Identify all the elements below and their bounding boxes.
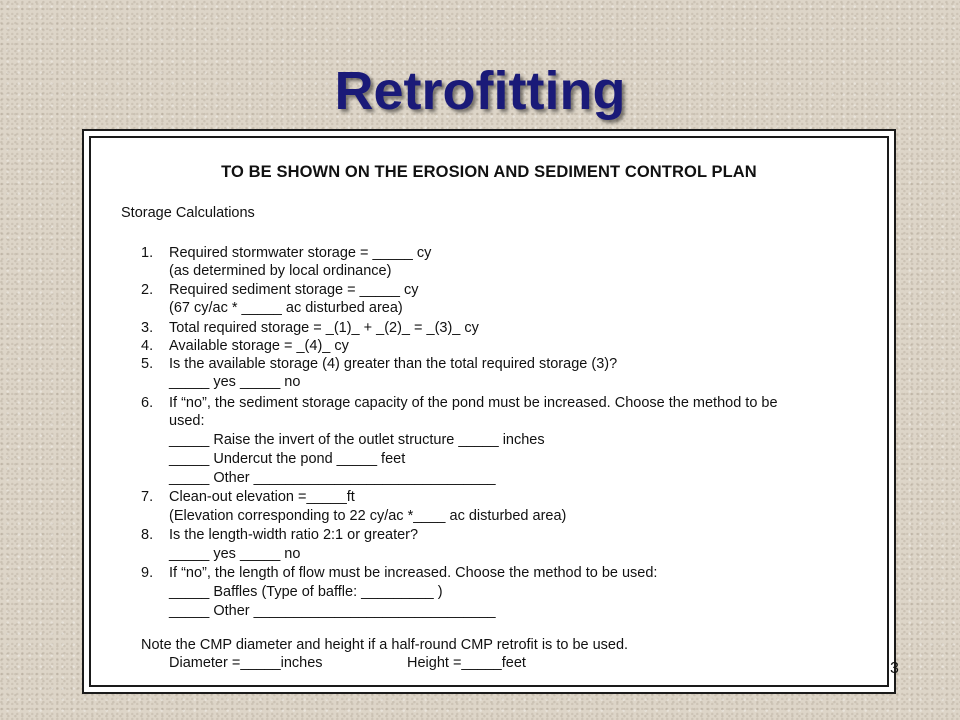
item-line: Required stormwater storage = _____ cy xyxy=(169,245,432,261)
item-number: 4. xyxy=(141,338,154,354)
document-frame xyxy=(82,129,896,694)
document-body xyxy=(91,138,887,685)
slide-number: 3 xyxy=(890,660,899,677)
item-number: 2. xyxy=(141,282,154,298)
diameter-field: Diameter =_____inches xyxy=(169,655,323,671)
item-number: 5. xyxy=(141,356,154,372)
slide-title: Retrofitting xyxy=(334,61,626,121)
item-line: _____ Baffles (Type of baffle: _________ ) xyxy=(169,584,443,600)
item-number: 6. xyxy=(141,395,154,411)
item-line: Is the available storage (4) greater than the total required storage (3)? xyxy=(169,356,618,372)
item-number: 8. xyxy=(141,527,154,543)
item-line: If “no”, the sediment storage capacity of the pond must be increased. Choose the method to be xyxy=(169,395,778,411)
item-line: If “no”, the length of flow must be increased. Choose the method to be used: xyxy=(169,565,658,581)
document-heading: TO BE SHOWN ON THE EROSION AND SEDIMENT CONTROL PLAN xyxy=(221,163,757,181)
cmp-note: Note the CMP diameter and height if a half-round CMP retrofit is to be used. xyxy=(141,637,629,653)
item-line: _____ Other ______________________________ xyxy=(169,470,496,486)
item-line: (67 cy/ac * _____ ac disturbed area) xyxy=(169,300,403,316)
item-number: 7. xyxy=(141,489,154,505)
item-line: (as determined by local ordinance) xyxy=(169,263,392,279)
item-line: _____ Raise the invert of the outlet structure _____ inches xyxy=(169,432,545,448)
document-inner-border xyxy=(89,136,889,687)
item-line: _____ yes _____ no xyxy=(169,546,301,562)
item-line: Available storage = _(4)_ cy xyxy=(169,338,349,354)
item-line: Required sediment storage = _____ cy xyxy=(169,282,419,298)
height-field: Height =_____feet xyxy=(407,655,526,671)
item-number: 9. xyxy=(141,565,154,581)
item-line: Clean-out elevation =_____ft xyxy=(169,489,355,505)
item-line: _____ Other ______________________________ xyxy=(169,603,496,619)
section-title: Storage Calculations xyxy=(121,205,255,221)
item-line: (Elevation corresponding to 22 cy/ac *____ ac disturbed area) xyxy=(169,508,567,524)
item-number: 3. xyxy=(141,320,154,336)
item-line: used: xyxy=(169,413,205,429)
item-line: _____ Undercut the pond _____ feet xyxy=(169,451,406,467)
item-line: Total required storage = _(1)_ + _(2)_ = _(3)_ cy xyxy=(169,320,479,336)
item-line: Is the length-width ratio 2:1 or greater? xyxy=(169,527,419,543)
item-number: 1. xyxy=(141,245,154,261)
item-line: _____ yes _____ no xyxy=(169,374,301,390)
